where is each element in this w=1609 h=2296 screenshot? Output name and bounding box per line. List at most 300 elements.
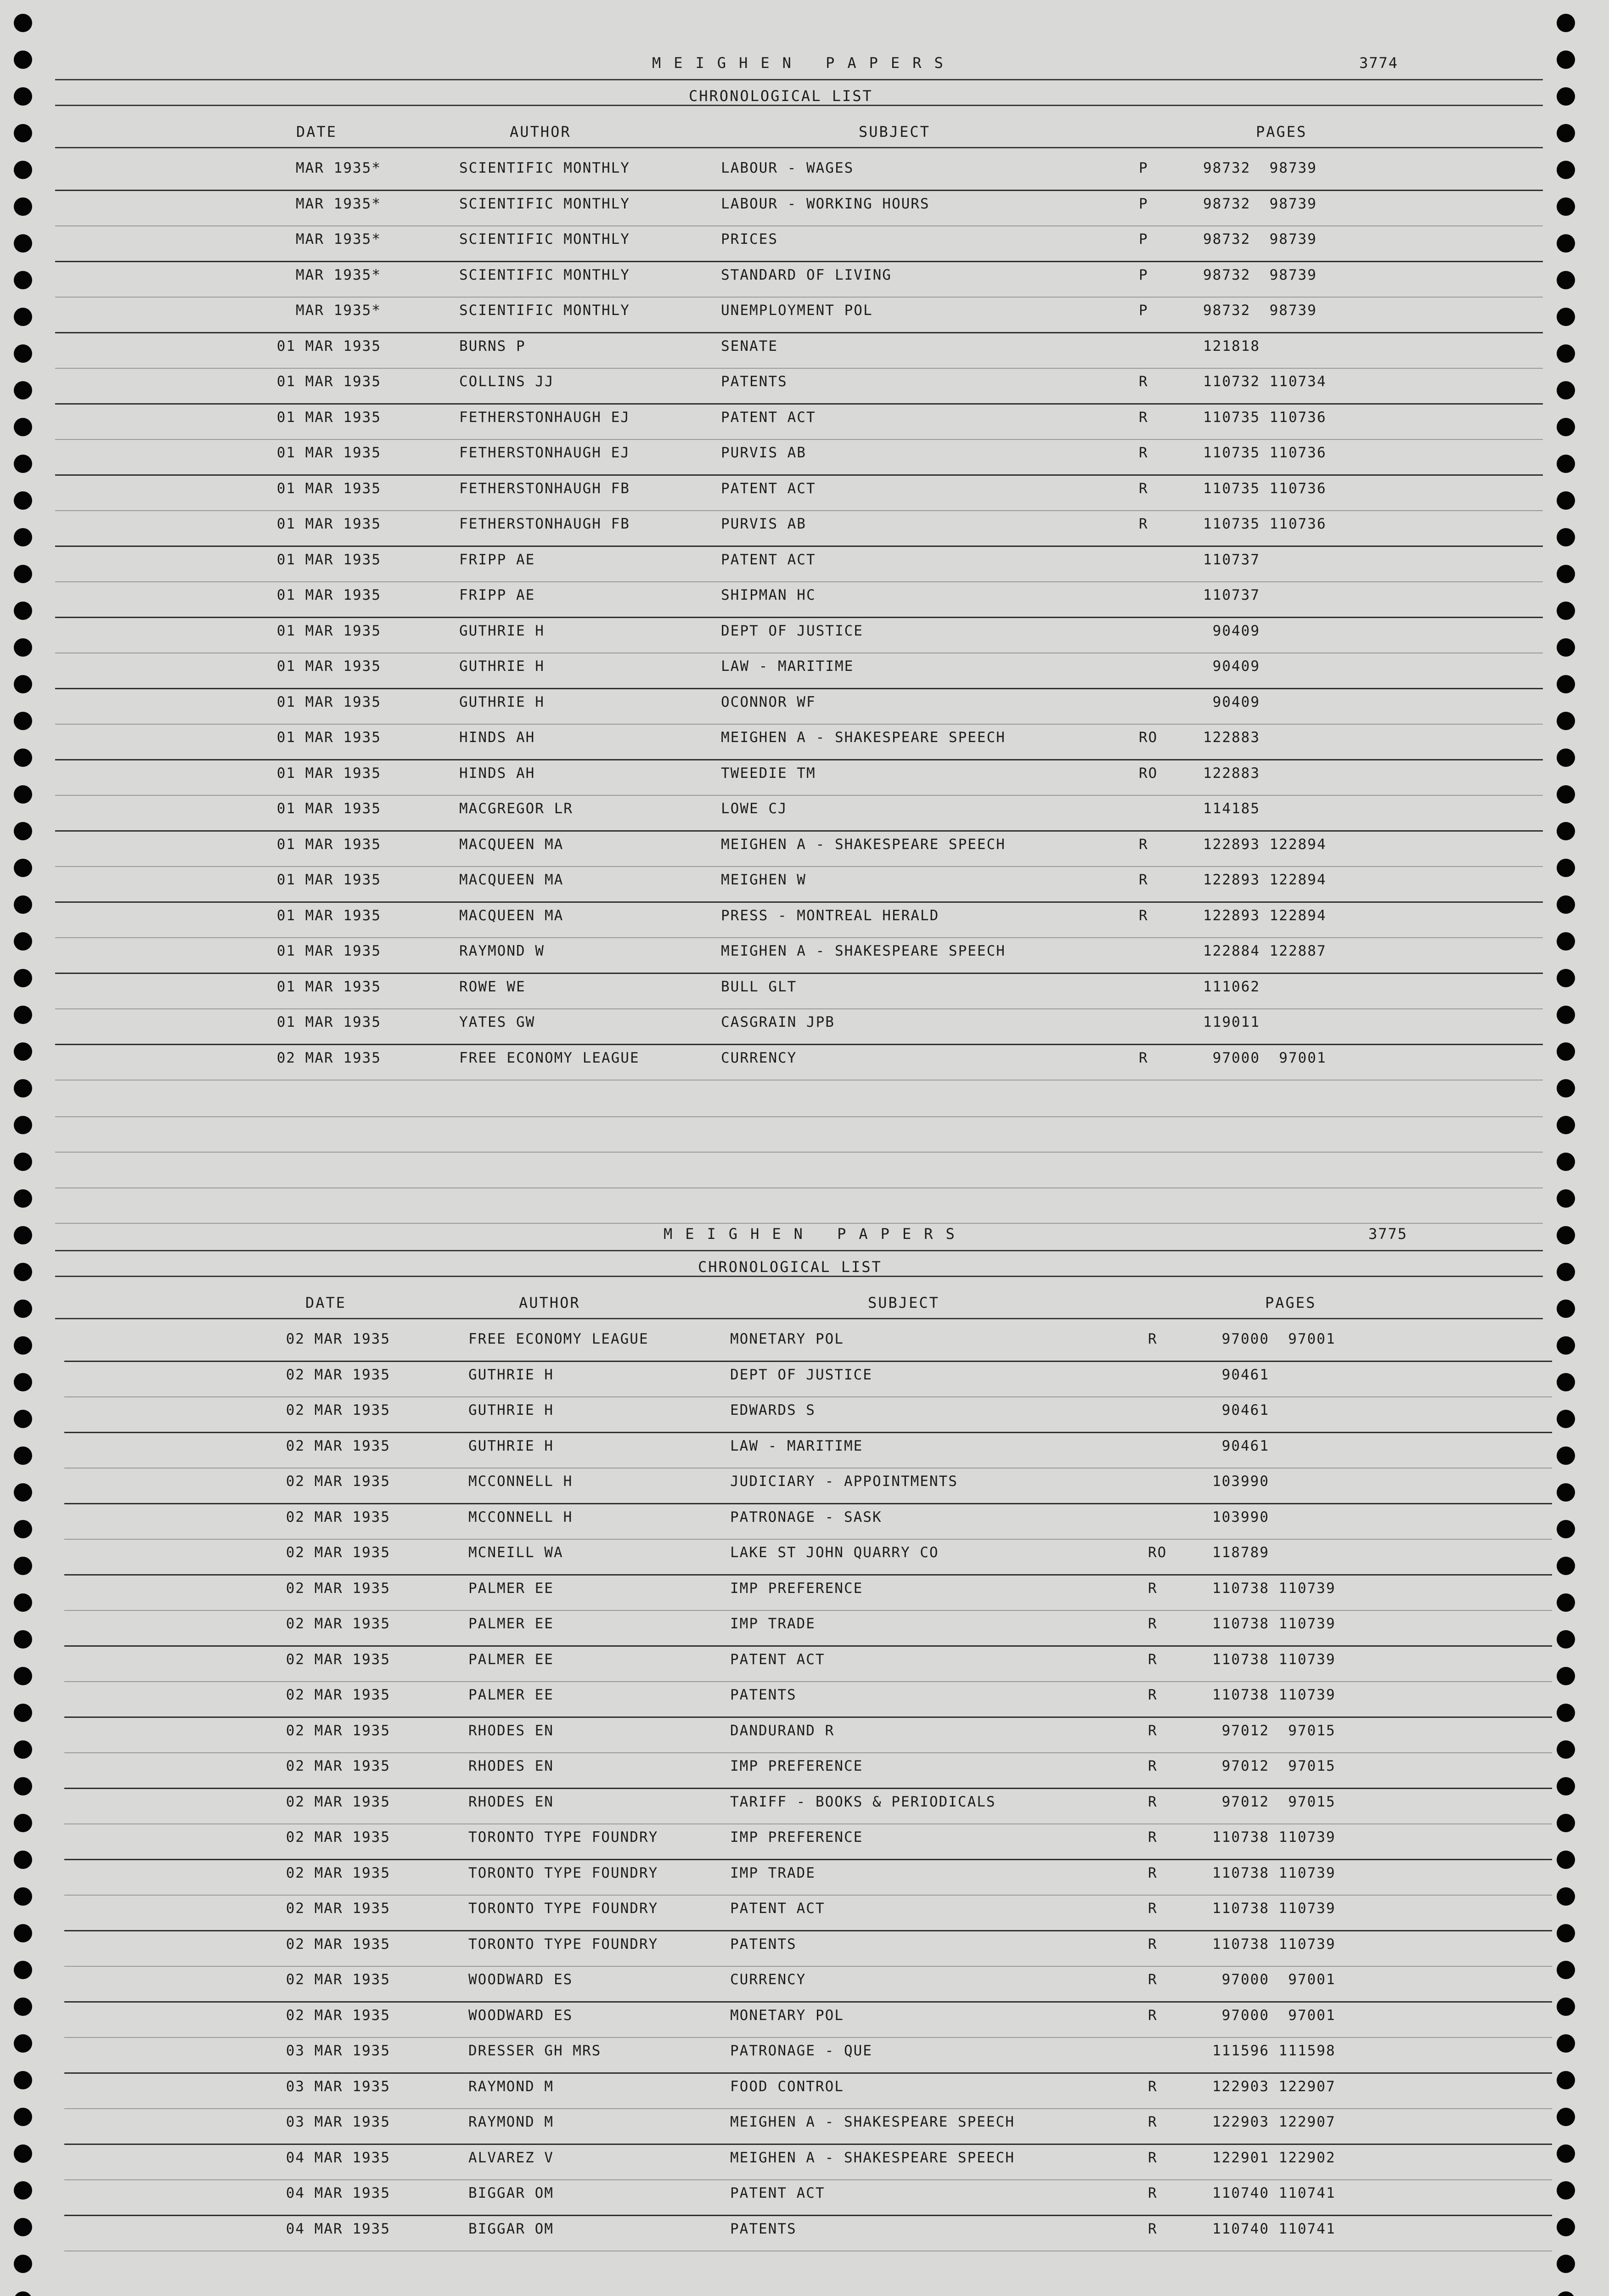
feed-hole	[1557, 344, 1575, 363]
entry-subject: PURVIS AB	[721, 516, 806, 532]
entry-pages: 114185	[1203, 800, 1260, 817]
entry-type: P	[1139, 231, 1148, 248]
entry-subject: PATENT ACT	[730, 1900, 825, 1917]
entry-pages: 98732 98739	[1203, 195, 1317, 212]
list-item	[64, 2145, 1552, 2181]
rule	[55, 105, 1543, 106]
sheet-title: MEIGHEN PAPERS	[652, 54, 956, 72]
entry-author: RAYMOND M	[468, 2078, 554, 2095]
feed-hole	[1557, 124, 1575, 142]
entry-subject: LAW - MARITIME	[721, 658, 854, 675]
feed-hole	[14, 1961, 32, 1979]
entry-date: 02 MAR 1935	[286, 1793, 390, 1810]
entry-date: 02 MAR 1935	[286, 1473, 390, 1490]
feed-hole	[14, 969, 32, 987]
entry-subject: LAW - MARITIME	[730, 1437, 863, 1454]
entry-author: PALMER EE	[468, 1615, 554, 1632]
entry-date: 01 MAR 1935	[276, 693, 381, 710]
entry-pages: 110738 110739	[1212, 1615, 1336, 1632]
rule	[55, 1276, 1543, 1277]
sheet-title: MEIGHEN PAPERS	[664, 1225, 968, 1243]
list-item	[64, 1576, 1552, 1611]
list-item	[64, 1433, 1552, 1469]
feed-hole	[1557, 1116, 1575, 1134]
entry-subject: EDWARDS S	[730, 1402, 816, 1418]
feed-hole	[14, 2144, 32, 2163]
entry-type: R	[1139, 836, 1148, 853]
entry-pages: 122893 122894	[1203, 836, 1327, 853]
feed-hole	[14, 14, 32, 32]
entry-date: 01 MAR 1935	[276, 480, 381, 497]
entry-pages: 103990	[1212, 1473, 1269, 1490]
entry-type: R	[1139, 445, 1148, 461]
feed-hole	[1557, 2255, 1575, 2273]
entry-type: P	[1139, 160, 1148, 176]
entry-date: 02 MAR 1935	[286, 1687, 390, 1703]
entry-date: 01 MAR 1935	[276, 872, 381, 888]
entry-author: FREE ECONOMY LEAGUE	[459, 1049, 640, 1066]
rule	[55, 1250, 1543, 1251]
entry-date: 02 MAR 1935	[286, 1829, 390, 1846]
entry-subject: PATENTS	[730, 1936, 797, 1953]
header-author: AUTHOR	[519, 1294, 580, 1311]
entry-subject: PRICES	[721, 231, 778, 248]
feed-hole	[14, 1263, 32, 1281]
entry-author: ROWE WE	[459, 978, 526, 995]
entry-pages: 110737	[1203, 587, 1260, 603]
entry-type: P	[1139, 266, 1148, 283]
entry-date: MAR 1935*	[296, 302, 381, 319]
entry-type: R	[1148, 2007, 1158, 2024]
entry-type: R	[1139, 872, 1148, 888]
entry-pages: 122903 122907	[1212, 2078, 1336, 2095]
feed-hole	[1557, 638, 1575, 657]
list-item	[64, 1682, 1552, 1718]
list-item	[64, 1540, 1552, 1576]
feed-hole	[14, 2218, 32, 2236]
entry-author: MCCONNELL H	[468, 1508, 573, 1525]
entry-subject: SHIPMAN HC	[721, 587, 816, 603]
feed-hole	[1557, 1300, 1575, 1318]
feed-hole	[14, 271, 32, 289]
feed-hole	[1557, 969, 1575, 987]
entry-type: R	[1139, 373, 1148, 390]
feed-hole	[1557, 1887, 1575, 1906]
entry-subject: PATENTS	[730, 2220, 797, 2237]
entry-date: 01 MAR 1935	[276, 907, 381, 924]
entry-pages: 110740 110741	[1212, 2220, 1336, 2237]
entry-subject: STANDARD OF LIVING	[721, 266, 892, 283]
feed-hole	[1557, 1593, 1575, 1612]
entry-subject: PATENT ACT	[721, 551, 816, 568]
entry-subject: MEIGHEN A - SHAKESPEARE SPEECH	[730, 2149, 1015, 2166]
entry-subject: IMP TRADE	[730, 1615, 816, 1632]
entry-pages: 97012 97015	[1212, 1793, 1336, 1810]
list-item	[64, 1647, 1552, 1683]
list-item	[55, 938, 1543, 974]
entry-pages: 118789	[1212, 1544, 1269, 1561]
entry-author: MACQUEEN MA	[459, 907, 564, 924]
entry-pages: 110738 110739	[1212, 1829, 1336, 1846]
feed-hole	[14, 491, 32, 510]
feed-hole	[14, 344, 32, 363]
list-item	[55, 832, 1543, 867]
entry-date: 02 MAR 1935	[286, 1651, 390, 1668]
entry-date: 02 MAR 1935	[286, 1722, 390, 1739]
feed-hole	[1557, 1961, 1575, 1979]
entry-pages: 97012 97015	[1212, 1722, 1336, 1739]
entry-subject: IMP TRADE	[730, 1864, 816, 1881]
entry-date: 02 MAR 1935	[286, 1402, 390, 1418]
entry-author: SCIENTIFIC MONTHLY	[459, 160, 630, 176]
entry-pages: 110732 110734	[1203, 373, 1327, 390]
list-item	[55, 155, 1543, 191]
entry-type: R	[1148, 1829, 1158, 1846]
entry-pages: 90409	[1203, 622, 1260, 639]
feed-hole	[1557, 1263, 1575, 1281]
list-item	[55, 582, 1543, 618]
entry-subject: PATENT ACT	[730, 1651, 825, 1668]
entry-pages: 97000 97001	[1212, 2007, 1336, 2024]
entry-author: SCIENTIFIC MONTHLY	[459, 231, 630, 248]
list-item	[55, 226, 1543, 262]
entry-subject: CURRENCY	[721, 1049, 797, 1066]
entry-subject: CASGRAIN JPB	[721, 1014, 835, 1030]
entry-pages: 122893 122894	[1203, 907, 1327, 924]
list-item	[55, 760, 1543, 796]
header-date: DATE	[296, 123, 338, 141]
entry-type: R	[1148, 2149, 1158, 2166]
entry-author: MCCONNELL H	[468, 1473, 573, 1490]
entry-subject: PURVIS AB	[721, 445, 806, 461]
entry-author: GUTHRIE H	[468, 1366, 554, 1383]
header-author: AUTHOR	[510, 123, 571, 141]
entry-subject: PATENTS	[721, 373, 788, 390]
feed-hole	[1557, 381, 1575, 400]
entry-pages: 110738 110739	[1212, 1687, 1336, 1703]
list-item	[64, 2038, 1552, 2074]
entry-author: COLLINS JJ	[459, 373, 554, 390]
list-item	[55, 653, 1543, 689]
entry-author: FETHERSTONHAUGH FB	[459, 480, 630, 497]
entry-subject: JUDICIARY - APPOINTMENTS	[730, 1473, 958, 1490]
blank-rule	[55, 1187, 1543, 1188]
feed-hole	[1557, 565, 1575, 583]
feed-hole	[1557, 1777, 1575, 1795]
entry-date: 03 MAR 1935	[286, 2043, 390, 2059]
blank-rule	[55, 1116, 1543, 1117]
list-item	[64, 1753, 1552, 1789]
feed-hole	[1557, 51, 1575, 69]
entry-type: R	[1139, 907, 1148, 924]
feed-hole	[1557, 87, 1575, 106]
entry-author: BIGGAR OM	[468, 2185, 554, 2201]
entry-pages: 110738 110739	[1212, 1936, 1336, 1953]
entry-subject: DEPT OF JUSTICE	[721, 622, 863, 639]
entry-type: R	[1148, 1758, 1158, 1774]
entry-type: R	[1148, 2220, 1158, 2237]
entry-pages: 121818	[1203, 338, 1260, 355]
entry-pages: 110735 110736	[1203, 516, 1327, 532]
entry-subject: MEIGHEN W	[721, 872, 806, 888]
entry-subject: UNEMPLOYMENT POL	[721, 302, 873, 319]
feed-hole	[1557, 1336, 1575, 1355]
feed-hole	[14, 1998, 32, 2016]
entry-author: WOODWARD ES	[468, 2007, 573, 2024]
feed-hole	[1557, 1079, 1575, 1097]
feed-hole	[14, 1557, 32, 1575]
entry-pages: 103990	[1212, 1508, 1269, 1525]
feed-hole	[1557, 895, 1575, 914]
feed-hole	[1557, 1042, 1575, 1061]
rule	[55, 79, 1543, 80]
entry-pages: 90461	[1212, 1437, 1269, 1454]
feed-hole	[14, 418, 32, 436]
feed-hole	[1557, 859, 1575, 877]
feed-hole	[1557, 1814, 1575, 1832]
entry-type: R	[1139, 516, 1148, 532]
feed-hole	[1557, 1153, 1575, 1171]
entry-date: 01 MAR 1935	[276, 658, 381, 675]
entry-author: MACQUEEN MA	[459, 836, 564, 853]
entry-author: BIGGAR OM	[468, 2220, 554, 2237]
entry-date: MAR 1935*	[296, 231, 381, 248]
entry-type: R	[1148, 1580, 1158, 1597]
entry-author: RAYMOND M	[468, 2114, 554, 2130]
entry-pages: 122883	[1203, 729, 1260, 746]
page-number: 3774	[1359, 54, 1399, 72]
entry-date: 01 MAR 1935	[276, 836, 381, 853]
entry-type: RO	[1139, 729, 1158, 746]
entry-type: P	[1139, 302, 1148, 319]
entry-date: 02 MAR 1935	[286, 1864, 390, 1881]
entry-subject: LABOUR - WORKING HOURS	[721, 195, 930, 212]
list-item	[64, 1896, 1552, 1931]
feed-hole	[14, 1336, 32, 1355]
entry-pages: 111062	[1203, 978, 1260, 995]
sheet-top	[55, 32, 1543, 1166]
list-item	[55, 1009, 1543, 1045]
entry-date: 02 MAR 1935	[276, 1049, 381, 1066]
entry-author: FETHERSTONHAUGH FB	[459, 516, 630, 532]
feed-hole	[1557, 2108, 1575, 2126]
list-item	[55, 796, 1543, 832]
feed-hole	[1557, 1226, 1575, 1244]
entry-type: P	[1139, 195, 1148, 212]
entry-type: R	[1148, 1615, 1158, 1632]
entry-pages: 110738 110739	[1212, 1864, 1336, 1881]
entry-date: 04 MAR 1935	[286, 2185, 390, 2201]
feed-hole	[14, 859, 32, 877]
entry-author: HINDS AH	[459, 765, 535, 782]
entry-date: 03 MAR 1935	[286, 2078, 390, 2095]
entry-author: TORONTO TYPE FOUNDRY	[468, 1864, 658, 1881]
feed-hole	[14, 528, 32, 546]
feed-hole	[14, 1189, 32, 1208]
entry-date: 01 MAR 1935	[276, 978, 381, 995]
list-item	[55, 618, 1543, 654]
header-subject: SUBJECT	[868, 1294, 940, 1311]
feed-hole	[14, 712, 32, 730]
rule	[55, 1318, 1543, 1319]
feed-hole	[1557, 712, 1575, 730]
entry-date: 02 MAR 1935	[286, 1331, 390, 1347]
entry-author: GUTHRIE H	[468, 1402, 554, 1418]
entry-author: GUTHRIE H	[459, 693, 545, 710]
feed-hole	[1557, 2034, 1575, 2053]
list-item	[64, 2074, 1552, 2110]
entry-author: RHODES EN	[468, 1758, 554, 1774]
entry-subject: TARIFF - BOOKS & PERIODICALS	[730, 1793, 996, 1810]
entry-author: MCNEILL WA	[468, 1544, 563, 1561]
list-item	[64, 2216, 1552, 2252]
list-item	[64, 1326, 1552, 1362]
entry-author: FRIPP AE	[459, 551, 535, 568]
list-item	[55, 903, 1543, 939]
entry-pages: 110738 110739	[1212, 1900, 1336, 1917]
feed-hole	[14, 1704, 32, 1722]
entry-subject: PATENTS	[730, 1687, 797, 1703]
entry-date: 02 MAR 1935	[286, 2007, 390, 2024]
entry-subject: LOWE CJ	[721, 800, 788, 817]
entry-subject: IMP PREFERENCE	[730, 1758, 863, 1774]
feed-hole	[14, 51, 32, 69]
list-item	[64, 2003, 1552, 2038]
feed-hole	[14, 1851, 32, 1869]
entry-subject: LAKE ST JOHN QUARRY CO	[730, 1544, 939, 1561]
list-item	[64, 1860, 1552, 1896]
entry-pages: 90409	[1203, 658, 1260, 675]
entry-subject: MONETARY POL	[730, 2007, 844, 2024]
entry-type: R	[1148, 1936, 1158, 1953]
entry-subject: DANDURAND R	[730, 1722, 835, 1739]
feed-hole	[14, 197, 32, 216]
entry-type: RO	[1139, 765, 1158, 782]
entry-author: FETHERSTONHAUGH EJ	[459, 445, 630, 461]
feed-hole	[14, 1814, 32, 1832]
feed-hole	[1557, 785, 1575, 804]
entry-pages: 122883	[1203, 765, 1260, 782]
entry-date: 01 MAR 1935	[276, 800, 381, 817]
entry-date: 01 MAR 1935	[276, 373, 381, 390]
list-item	[55, 867, 1543, 903]
feed-hole	[1557, 822, 1575, 840]
entry-type: R	[1148, 2078, 1158, 2095]
feed-hole	[14, 1079, 32, 1097]
entry-subject: PATRONAGE - SASK	[730, 1508, 882, 1525]
entry-list	[55, 155, 1543, 1080]
list-item	[55, 1045, 1543, 1081]
feed-hole	[1557, 197, 1575, 216]
feed-hole	[1557, 271, 1575, 289]
entry-date: 02 MAR 1935	[286, 1936, 390, 1953]
entry-pages: 90461	[1212, 1402, 1269, 1418]
feed-hole	[14, 234, 32, 253]
entry-subject: PATENT ACT	[730, 2185, 825, 2201]
entry-pages: 97000 97001	[1212, 1331, 1336, 1347]
list-item	[64, 2180, 1552, 2216]
entry-author: MACGREGOR LR	[459, 800, 573, 817]
feed-hole	[1557, 1006, 1575, 1024]
feed-hole	[1557, 1630, 1575, 1649]
feed-hole	[1557, 1557, 1575, 1575]
entry-pages: 90409	[1203, 693, 1260, 710]
entry-type: R	[1148, 1900, 1158, 1917]
entry-date: MAR 1935*	[296, 195, 381, 212]
entry-author: BURNS P	[459, 338, 526, 355]
entry-author: RHODES EN	[468, 1722, 554, 1739]
list-item	[64, 1789, 1552, 1825]
left-tractor-holes	[14, 0, 41, 2296]
list-item	[64, 1362, 1552, 1398]
entry-subject: CURRENCY	[730, 1971, 806, 1988]
feed-hole	[1557, 1924, 1575, 1942]
feed-hole	[14, 1740, 32, 1759]
header-pages: PAGES	[1256, 123, 1307, 141]
feed-hole	[1557, 455, 1575, 473]
entry-pages: 110735 110736	[1203, 480, 1327, 497]
feed-hole	[1557, 2144, 1575, 2163]
entry-author: FETHERSTONHAUGH EJ	[459, 409, 630, 426]
feed-hole	[14, 1226, 32, 1244]
feed-hole	[14, 124, 32, 142]
blank-rule	[55, 1152, 1543, 1153]
entry-subject: OCONNOR WF	[721, 693, 816, 710]
feed-hole	[14, 2181, 32, 2200]
rule	[55, 147, 1543, 148]
feed-hole	[14, 1667, 32, 1685]
entry-date: MAR 1935*	[296, 160, 381, 176]
entry-subject: LABOUR - WAGES	[721, 160, 854, 176]
entry-type: R	[1148, 1651, 1158, 1668]
entry-pages: 98732 98739	[1203, 302, 1317, 319]
feed-hole	[14, 2034, 32, 2053]
entry-subject: FOOD CONTROL	[730, 2078, 844, 2095]
entry-author: RHODES EN	[468, 1793, 554, 1810]
entry-subject: DEPT OF JUSTICE	[730, 1366, 872, 1383]
list-item	[55, 262, 1543, 298]
entry-author: FREE ECONOMY LEAGUE	[468, 1331, 649, 1347]
entry-type: R	[1148, 1687, 1158, 1703]
feed-hole	[1557, 748, 1575, 767]
entry-subject: IMP PREFERENCE	[730, 1580, 863, 1597]
list-item	[64, 1504, 1552, 1540]
feed-hole	[14, 895, 32, 914]
list-item	[55, 547, 1543, 583]
feed-hole	[1557, 675, 1575, 693]
list-item	[64, 1824, 1552, 1860]
entry-author: GUTHRIE H	[459, 658, 545, 675]
header-pages: PAGES	[1265, 1294, 1316, 1311]
sheet-bottom	[55, 1203, 1543, 2296]
feed-hole	[14, 2291, 32, 2296]
entry-type: R	[1148, 1971, 1158, 1988]
list-item	[55, 405, 1543, 440]
entry-date: 01 MAR 1935	[276, 409, 381, 426]
feed-hole	[1557, 1740, 1575, 1759]
entry-subject: MEIGHEN A - SHAKESPEARE SPEECH	[730, 2114, 1015, 2130]
feed-hole	[14, 1300, 32, 1318]
list-item	[64, 1718, 1552, 1754]
list-item	[55, 298, 1543, 333]
entry-pages: 110738 110739	[1212, 1580, 1336, 1597]
feed-hole	[1557, 1851, 1575, 1869]
list-item	[64, 1611, 1552, 1647]
entry-date: 02 MAR 1935	[286, 1971, 390, 1988]
feed-hole	[14, 1042, 32, 1061]
entry-subject: MEIGHEN A - SHAKESPEARE SPEECH	[721, 836, 1006, 853]
feed-hole	[1557, 1704, 1575, 1722]
